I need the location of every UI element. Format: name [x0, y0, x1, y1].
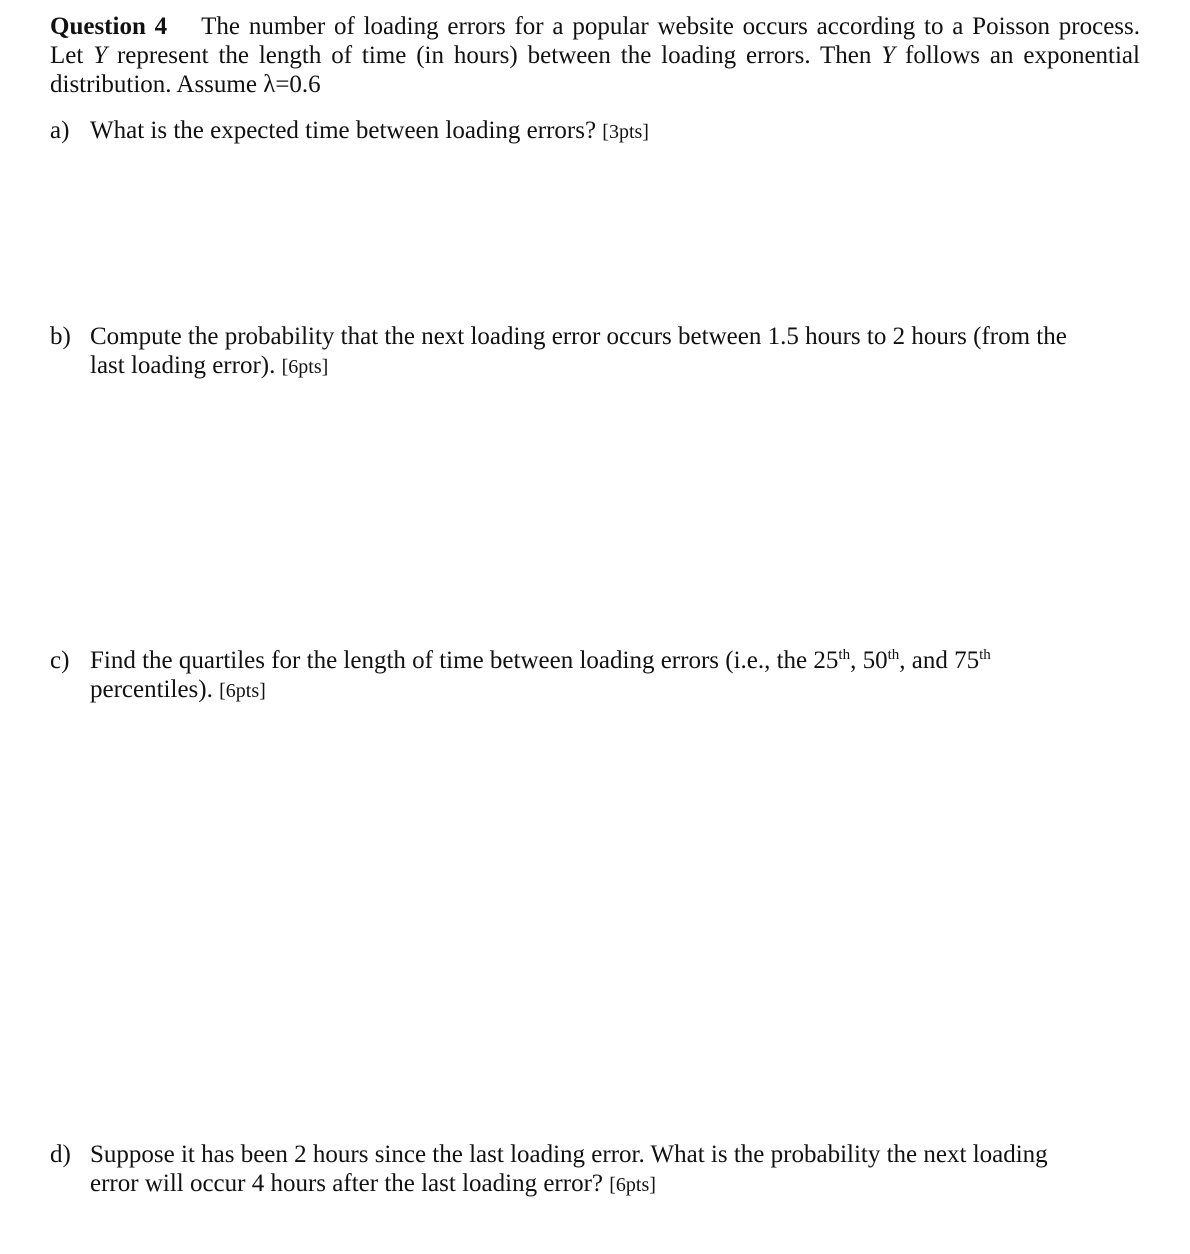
- part-d-label: d): [50, 1141, 71, 1168]
- part-a: [50, 116, 1110, 147]
- part-b-label: b): [50, 323, 71, 350]
- part-b: [50, 322, 1110, 382]
- variable-y: Y: [93, 42, 108, 69]
- question-line-2: Let Y represent the length of time (in hours) between the loading errors. Then Y follows an exponential: [50, 42, 1140, 69]
- part-c-text: Find the quartiles for the length of time between loading errors (i.e., the 25th, 50th, and 75th percentiles). [6pts]: [90, 647, 991, 703]
- part-c: [50, 646, 1110, 706]
- part-d-text: Suppose it has been 2 hours since the last loading error. What is the probability the next loading error will occur 4 hours after the last loading error? [6pts]: [90, 1141, 1048, 1197]
- part-a-label: a): [50, 117, 70, 144]
- question-intro-text: The number of loading errors for a popular website occurs according to a Poisson process.: [201, 13, 1140, 40]
- question-title: Question 4: [50, 13, 168, 40]
- variable-y: Y: [881, 42, 896, 69]
- part-d-points: [6pts]: [609, 1174, 656, 1196]
- part-c-label: c): [50, 647, 70, 674]
- question-line-3: distribution. Assume λ=0.6: [50, 71, 321, 98]
- question-header: [50, 12, 1140, 99]
- part-a-text: What is the expected time between loading errors? [3pts]: [90, 117, 649, 144]
- question-line-1: [50, 12, 1140, 41]
- part-b-text: Compute the probability that the next loading error occurs between 1.5 hours to 2 hours (from the last loading error). [6pts]: [90, 323, 1067, 379]
- part-c-points: [6pts]: [219, 680, 266, 702]
- part-a-points: [3pts]: [602, 121, 649, 143]
- part-b-points: [6pts]: [281, 356, 329, 378]
- part-d: [50, 1140, 1110, 1200]
